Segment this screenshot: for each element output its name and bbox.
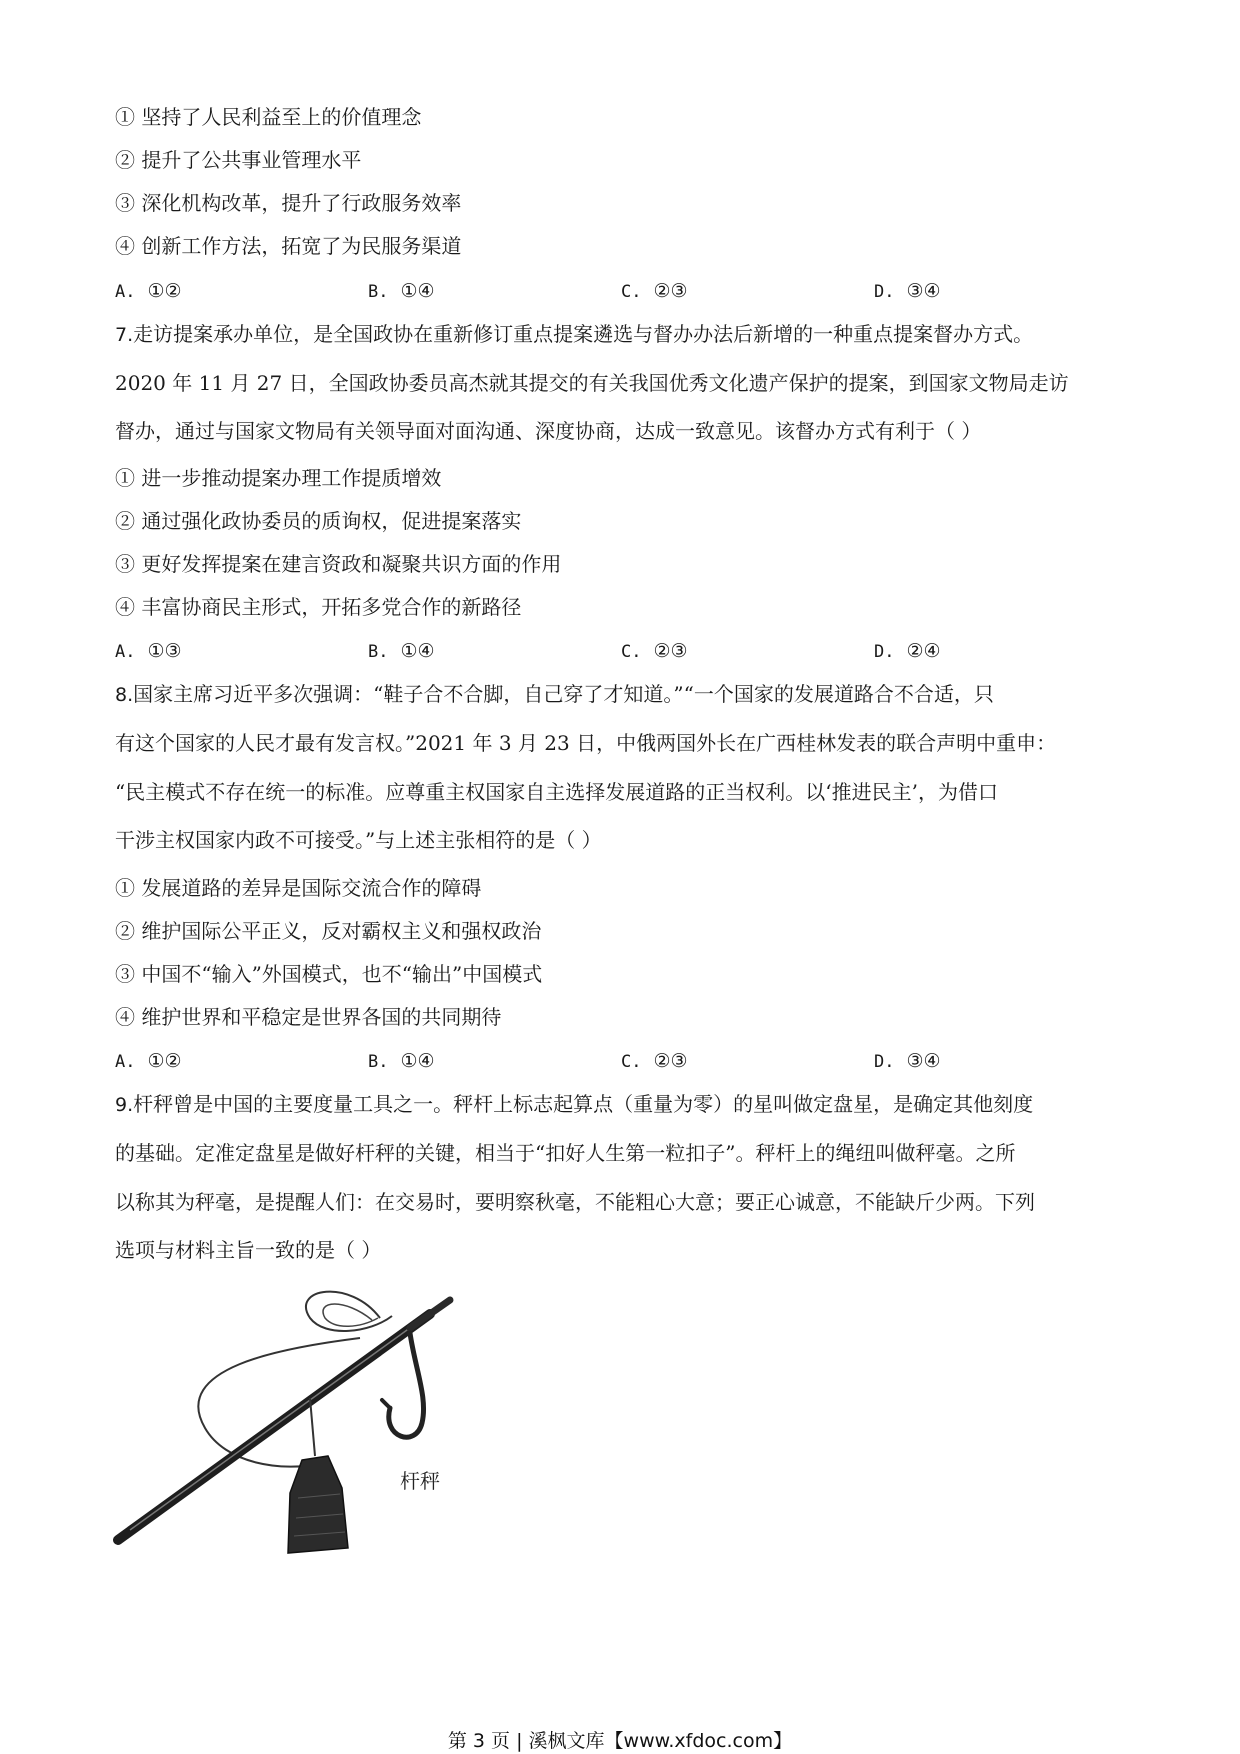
q6-statement-3: ③ 深化机构改革，提升了行政服务效率 — [115, 191, 462, 215]
q8-option-c[interactable]: C. ②③ — [621, 1050, 688, 1072]
hook-tip — [382, 1400, 390, 1408]
q8-statement-2: ② 维护国际公平正义，反对霸权主义和强权政治 — [115, 919, 542, 943]
rope-loop-upper — [306, 1292, 392, 1331]
q9-stem-line-4: 选项与材料主旨一致的是（ ） — [115, 1238, 382, 1262]
page-footer: 第 3 页 | 溪枫文库【www.xfdoc.com】 — [447, 1730, 793, 1752]
beam-end-tip — [410, 1300, 450, 1328]
q8-number: 8. — [115, 684, 134, 706]
q8-option-a[interactable]: A. ①② — [115, 1050, 182, 1072]
q6-option-d[interactable]: D. ③④ — [874, 280, 941, 302]
q6-statement-4: ④ 创新工作方法，拓宽了为民服务渠道 — [115, 234, 462, 258]
q7-number: 7. — [115, 324, 134, 346]
q8-option-d[interactable]: D. ③④ — [874, 1050, 941, 1072]
steelyard-drawing — [110, 1278, 460, 1563]
q7-stem-line-1: 7.走访提案承办单位，是全国政协在重新修订重点提案遴选与督办办法后新增的一种重点提案督办方式。 — [115, 322, 1034, 346]
q8-option-b[interactable]: B. ①④ — [368, 1050, 435, 1072]
q9-stem-line-3: 以称其为秤毫，是提醒人们：在交易时，要明察秋毫，不能粗心大意；要正心诚意，不能缺斤少两。下列 — [115, 1190, 1035, 1214]
q7-options — [115, 637, 1125, 665]
q6-options — [115, 277, 1125, 305]
q8-stem-line-1: 8.国家主席习近平多次强调：“鞋子合不合脚，自己穿了才知道。”“一个国家的发展道路合不合适，只 — [115, 682, 994, 706]
rope-long — [198, 1338, 360, 1467]
q7-statement-3: ③ 更好发挥提案在建言资政和凝聚共识方面的作用 — [115, 552, 562, 576]
q8-stem-line-4: 干涉主权国家内政不可接受。”与上述主张相符的是（ ） — [115, 828, 602, 852]
q6-option-a[interactable]: A. ①② — [115, 280, 182, 302]
q7-statement-1: ① 进一步推动提案办理工作提质增效 — [115, 466, 442, 490]
q7-stem-line-2: 2020 年 11 月 27 日，全国政协委员高杰就其提交的有关我国优秀文化遗产保护的提案，到国家文物局走访 — [115, 371, 1069, 395]
q7-stem-line-3: 督办，通过与国家文物局有关领导面对面沟通、深度协商，达成一致意见。该督办方式有利于（ ） — [115, 419, 982, 443]
q6-statement-2: ② 提升了公共事业管理水平 — [115, 148, 362, 172]
q9-stem-line-2: 的基础。定准定盘星是做好杆秤的关键，相当于“扣好人生第一粒扣子”。秤杆上的绳纽叫做秤毫。之所 — [115, 1141, 1016, 1165]
q8-stem-line-2: 有这个国家的人民才最有发言权。”2021 年 3 月 23 日，中俄两国外长在广西桂林发表的联合声明中重申： — [115, 731, 1057, 755]
q6-option-c[interactable]: C. ②③ — [621, 280, 688, 302]
q8-options — [115, 1047, 1125, 1075]
q8-statement-4: ④ 维护世界和平稳定是世界各国的共同期待 — [115, 1005, 502, 1029]
q9-stem-line-1: 9.杆秤曾是中国的主要度量工具之一。秤杆上标志起算点（重量为零）的星叫做定盘星，是确定其他刻度 — [115, 1092, 1034, 1116]
q7-option-d[interactable]: D. ②④ — [874, 640, 941, 662]
q9-number: 9. — [115, 1094, 134, 1116]
q8-stem-line-3: “民主模式不存在统一的标准。应尊重主权国家自主选择发展道路的正当权利。以‘推进民主’，为借口 — [115, 780, 998, 804]
q8-statement-3: ③ 中国不“输入”外国模式，也不“输出”中国模式 — [115, 962, 543, 986]
hook — [389, 1333, 424, 1437]
q6-statement-1: ① 坚持了人民利益至上的价值理念 — [115, 105, 422, 129]
weight-string — [310, 1398, 315, 1456]
q7-option-c[interactable]: C. ②③ — [621, 640, 688, 662]
q8-statement-1: ① 发展道路的差异是国际交流合作的障碍 — [115, 876, 482, 900]
figure-caption: 杆秤 — [400, 1469, 440, 1493]
steelyard-illustration — [110, 1278, 460, 1563]
q7-statement-4: ④ 丰富协商民主形式，开拓多党合作的新路径 — [115, 595, 522, 619]
steelyard-weight — [288, 1456, 348, 1553]
q7-statement-2: ② 通过强化政协委员的质询权，促进提案落实 — [115, 509, 522, 533]
q7-option-b[interactable]: B. ①④ — [368, 640, 435, 662]
q6-option-b[interactable]: B. ①④ — [368, 280, 435, 302]
beam-highlight — [130, 1317, 425, 1530]
q7-option-a[interactable]: A. ①③ — [115, 640, 182, 662]
